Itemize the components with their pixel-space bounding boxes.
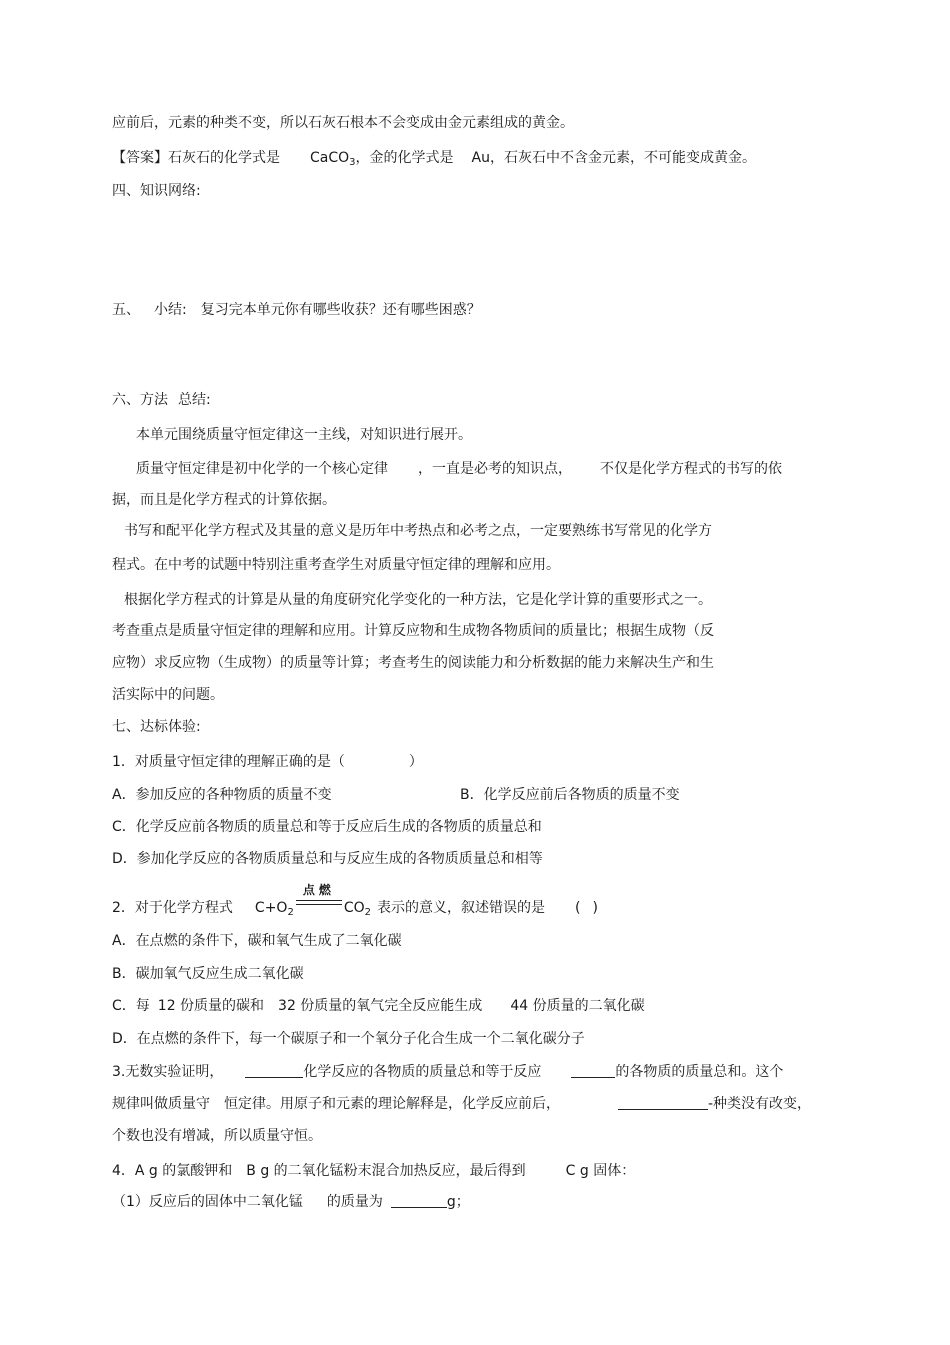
question-4: 4．A g 的氯酸钾和 B g 的二氧化锰粉末混合加热反应，最后得到 C g 固体： [112, 1163, 636, 1179]
q1-option-a: A．参加反应的各种物质的质量不变 [112, 787, 332, 803]
text-line: 活实际中的问题。 [112, 687, 224, 703]
q1-option-c: C．化学反应前各物质的质量总和等于反应后生成的各物质的质量总和 [112, 819, 542, 835]
text-line: 程式。在中考的试题中特别注重考查学生对质量守恒定律的理解和应用。 [112, 557, 560, 573]
section-heading-knowledge-network: 四、知识网络: [112, 183, 201, 199]
text-line: 应前后，元素的种类不变，所以石灰石根本不会变成由金元素组成的黄金。 [112, 115, 574, 131]
q2-option-a: A．在点燃的条件下，碳和氧气生成了二氧化碳 [112, 933, 402, 949]
question-3-cont: 规律叫做质量守 恒定律。用原子和元素的理论解释是，化学反应前后， -种类没有改变， [112, 1096, 812, 1112]
text-line: 考查重点是质量守恒定律的理解和应用。计算反应物和生成物各物质间的质量比；根据生成物（反 [112, 623, 714, 639]
section-heading-summary: 五、 小结: 复习完本单元你有哪些收获？还有哪些困惑？ [112, 302, 481, 318]
question-2: 2．对于化学方程式 $C+O_2$ 点燃 $CO_2$ 表示的意义，叙述错误的是 ( ) [112, 883, 598, 918]
text-line: 质量守恒定律是初中化学的一个核心定律 ，一直是必考的知识点， 不仅是化学方程式的书写的依 [136, 461, 782, 477]
q1-option-d: D．参加化学反应的各物质质量总和与反应生成的各物质质量总和相等 [112, 851, 543, 867]
question-3-cont: 个数也没有增减，所以质量守恒。 [112, 1128, 322, 1144]
text-line: 应物）求反应物（生成物）的质量等计算；考查考生的阅读能力和分析数据的能力来解决生产和生 [112, 655, 714, 671]
fill-blank[interactable] [571, 1062, 615, 1078]
section-heading-method: 六、方法 总结: [112, 392, 211, 408]
question-4-part-1: （1）反应后的固体中二氧化锰 的质量为 g； [112, 1194, 470, 1210]
answer-line: 【答案】石灰石的化学式是 CaCO$_3$，金的化学式是 Au，石灰石中不含金元素，不可能变成黄金。 [112, 150, 756, 168]
reaction-equals-sign: 点燃 [296, 898, 342, 918]
text-line: 书写和配平化学方程式及其量的意义是历年中考热点和必考之点，一定要熟练书写常见的化学方 [124, 523, 712, 539]
question-3: 3.无数实验证明， 化学反应的各物质的质量总和等于反应 的各物质的质量总和。这个 [112, 1064, 784, 1080]
fill-blank[interactable] [618, 1094, 708, 1110]
question-1: 1．对质量守恒定律的理解正确的是（ ） [112, 754, 423, 770]
fill-blank[interactable] [245, 1062, 303, 1078]
section-heading-practice: 七、达标体验: [112, 719, 201, 735]
fill-blank[interactable] [391, 1192, 447, 1208]
q2-option-d: D．在点燃的条件下，每一个碳原子和一个氧分子化合生成一个二氧化碳分子 [112, 1031, 585, 1047]
q1-option-b: B．化学反应前后各物质的质量不变 [460, 787, 680, 803]
q2-option-b: B．碳加氧气反应生成二氧化碳 [112, 966, 304, 982]
q2-option-c: C．每 12 份质量的碳和 32 份质量的氧气完全反应能生成 44 份质量的二氧化碳 [112, 998, 645, 1014]
text-line: 据，而且是化学方程式的计算依据。 [112, 492, 336, 508]
text-line: 本单元围绕质量守恒定律这一主线，对知识进行展开。 [136, 427, 472, 443]
text-line: 根据化学方程式的计算是从量的角度研究化学变化的一种方法，它是化学计算的重要形式之一。 [124, 592, 712, 608]
